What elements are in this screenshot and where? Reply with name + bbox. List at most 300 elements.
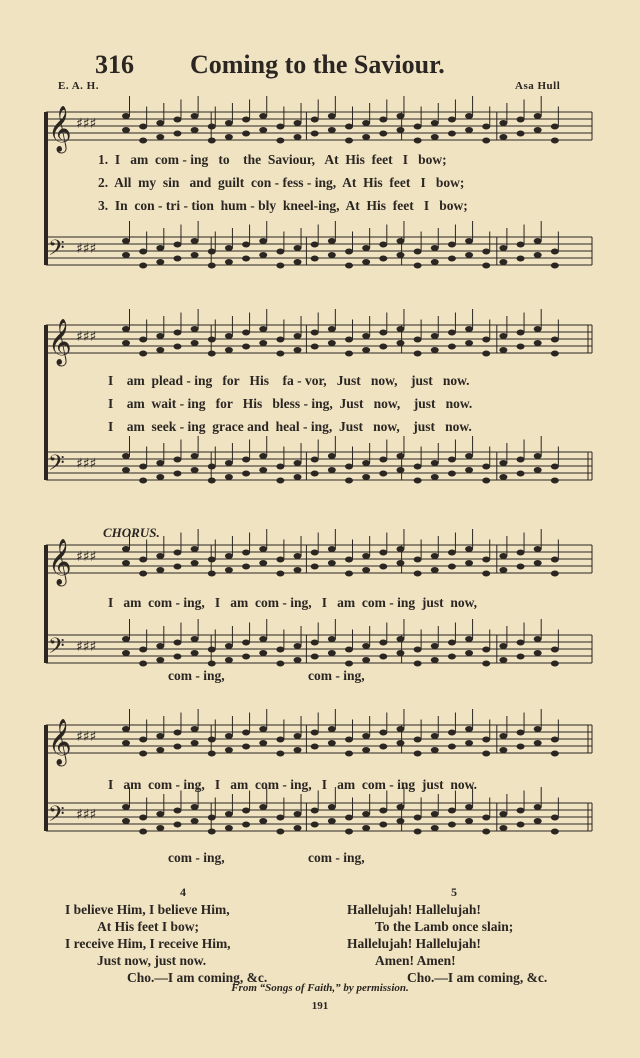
verse-5-block (347, 884, 587, 986)
note-head (448, 730, 456, 736)
note-head (482, 571, 490, 577)
note-head (225, 657, 233, 663)
note-head (173, 564, 181, 570)
note-head (225, 259, 233, 265)
note-head (414, 263, 422, 269)
note-head (414, 571, 422, 577)
note-head (191, 560, 199, 566)
note-head (499, 811, 507, 817)
note-head (465, 113, 473, 119)
note-head (276, 263, 284, 269)
note-head (328, 238, 336, 244)
note-head (396, 326, 404, 332)
note-head (414, 124, 422, 130)
note-head (482, 124, 490, 130)
note-head (139, 124, 147, 130)
note-head (208, 571, 216, 577)
note-head (482, 737, 490, 743)
note-head (379, 131, 387, 137)
note-head (173, 550, 181, 556)
note-head (448, 550, 456, 556)
note-head (499, 567, 507, 573)
note-head (482, 464, 490, 470)
note-head (448, 808, 456, 814)
note-head (139, 571, 147, 577)
note-head (465, 560, 473, 566)
note-head (242, 654, 250, 660)
note-head (465, 804, 473, 810)
note-head (517, 654, 525, 660)
note-head (122, 546, 130, 552)
note-head (259, 326, 267, 332)
note-head (482, 138, 490, 144)
note-head (345, 661, 353, 667)
note-head (465, 467, 473, 473)
note-head (276, 124, 284, 130)
note-head (294, 474, 302, 480)
note-head (156, 553, 164, 559)
note-head (191, 127, 199, 133)
note-head (534, 252, 542, 258)
note-head (431, 120, 439, 126)
note-head (173, 640, 181, 646)
note-head (208, 337, 216, 343)
treble-clef-icon: 𝄞 (48, 106, 72, 152)
note-head (173, 808, 181, 814)
note-head (414, 829, 422, 835)
note-head (396, 818, 404, 824)
note-head (328, 326, 336, 332)
note-head (517, 457, 525, 463)
note-head (173, 256, 181, 262)
note-head (551, 249, 559, 255)
note-head (259, 560, 267, 566)
note-head (242, 808, 250, 814)
note-head (345, 571, 353, 577)
note-head (465, 740, 473, 746)
chorus-end-bass-lyric-2: com - ing, (308, 850, 365, 865)
note-head (122, 636, 130, 642)
note-head (551, 351, 559, 357)
note-head (534, 467, 542, 473)
note-head (156, 825, 164, 831)
key-signature-icon: ♯♯♯ (76, 729, 97, 745)
note-head (482, 661, 490, 667)
note-head (551, 464, 559, 470)
note-head (482, 829, 490, 835)
note-head (191, 113, 199, 119)
note-head (396, 467, 404, 473)
treble-clef-icon: 𝄞 (48, 319, 72, 365)
note-head (191, 650, 199, 656)
note-head (208, 751, 216, 757)
key-signature-icon: ♯♯♯ (76, 456, 97, 472)
note-head (517, 744, 525, 750)
note-head (311, 471, 319, 477)
note-head (328, 340, 336, 346)
note-head (294, 460, 302, 466)
note-head (379, 654, 387, 660)
note-head (139, 815, 147, 821)
note-head (294, 120, 302, 126)
note-head (448, 242, 456, 248)
note-head (294, 347, 302, 353)
note-head (294, 259, 302, 265)
note-head (173, 117, 181, 123)
chorus-end-lyric: I am com - ing, I am com - ing, I am com - ing just now. (108, 777, 477, 792)
note-head (139, 138, 147, 144)
note-head (122, 326, 130, 332)
note-head (328, 467, 336, 473)
note-head (259, 453, 267, 459)
note-head (379, 457, 387, 463)
note-head (139, 647, 147, 653)
note-head (208, 829, 216, 835)
note-head (225, 747, 233, 753)
note-head (139, 751, 147, 757)
note-head (276, 815, 284, 821)
note-head (173, 242, 181, 248)
note-head (208, 478, 216, 484)
note-head (482, 751, 490, 757)
note-head (294, 657, 302, 663)
note-head (448, 330, 456, 336)
key-signature-icon: ♯♯♯ (76, 807, 97, 823)
note-head (448, 564, 456, 570)
note-head (156, 347, 164, 353)
note-head (534, 740, 542, 746)
note-head (345, 124, 353, 130)
note-head (379, 344, 387, 350)
note-head (276, 661, 284, 667)
note-head (362, 134, 370, 140)
note-head (156, 259, 164, 265)
note-head (122, 127, 130, 133)
note-head (414, 737, 422, 743)
note-head (156, 134, 164, 140)
note-head (156, 333, 164, 339)
note-head (328, 636, 336, 642)
note-head (551, 337, 559, 343)
note-head (225, 460, 233, 466)
note-head (396, 726, 404, 732)
note-head (499, 474, 507, 480)
note-head (517, 471, 525, 477)
note-head (482, 557, 490, 563)
note-head (122, 238, 130, 244)
note-head (328, 546, 336, 552)
note-head (328, 127, 336, 133)
note-head (448, 344, 456, 350)
note-head (139, 249, 147, 255)
verse-4-line-1: I believe Him, I believe Him, (65, 902, 230, 917)
note-head (242, 457, 250, 463)
note-head (499, 460, 507, 466)
note-head (362, 120, 370, 126)
note-head (482, 351, 490, 357)
note-head (517, 131, 525, 137)
note-head (431, 567, 439, 573)
note-head (225, 825, 233, 831)
note-head (276, 647, 284, 653)
note-head (396, 238, 404, 244)
note-head (465, 326, 473, 332)
note-head (259, 726, 267, 732)
note-head (294, 333, 302, 339)
note-head (379, 744, 387, 750)
note-head (242, 344, 250, 350)
note-head (242, 242, 250, 248)
note-head (191, 467, 199, 473)
note-head (156, 460, 164, 466)
chorus-lyric: I am com - ing, I am com - ing, I am com - ing just now, (108, 595, 477, 610)
note-head (396, 636, 404, 642)
note-head (499, 657, 507, 663)
note-head (328, 252, 336, 258)
note-head (173, 131, 181, 137)
note-head (379, 330, 387, 336)
note-head (448, 640, 456, 646)
treble-clef-icon: 𝄞 (48, 539, 72, 585)
note-head (396, 560, 404, 566)
note-head (345, 737, 353, 743)
note-head (242, 564, 250, 570)
note-head (294, 733, 302, 739)
note-head (156, 811, 164, 817)
note-head (173, 471, 181, 477)
note-head (294, 134, 302, 140)
chorus-bass-lyric-1: com - ing, (168, 668, 225, 683)
note-head (448, 256, 456, 262)
note-head (191, 740, 199, 746)
note-head (362, 460, 370, 466)
note-head (534, 546, 542, 552)
note-head (431, 811, 439, 817)
note-head (517, 256, 525, 262)
note-head (311, 640, 319, 646)
note-head (482, 249, 490, 255)
note-head (551, 751, 559, 757)
verse-2-lyric: 2. All my sin and guilt con - fess - ing, At His feet I bow; (98, 175, 465, 190)
note-head (345, 337, 353, 343)
note-head (311, 550, 319, 556)
note-head (156, 567, 164, 573)
note-head (431, 259, 439, 265)
note-head (534, 726, 542, 732)
note-head (311, 822, 319, 828)
note-head (431, 825, 439, 831)
note-head (551, 571, 559, 577)
note-head (499, 134, 507, 140)
note-head (431, 460, 439, 466)
note-head (345, 557, 353, 563)
music-composer: Asa Hull (515, 80, 561, 92)
note-head (345, 351, 353, 357)
note-head (465, 252, 473, 258)
note-head (259, 127, 267, 133)
note-head (517, 242, 525, 248)
note-head (345, 815, 353, 821)
note-head (396, 340, 404, 346)
note-head (328, 804, 336, 810)
note-head (379, 256, 387, 262)
note-head (534, 340, 542, 346)
note-head (396, 252, 404, 258)
note-head (534, 238, 542, 244)
note-head (294, 825, 302, 831)
bass-clef-icon: 𝄢 (48, 451, 65, 481)
note-head (259, 340, 267, 346)
chorus-end-bass-lyric-1: com - ing, (168, 850, 225, 865)
note-head (448, 822, 456, 828)
note-head (311, 242, 319, 248)
key-signature-icon: ♯♯♯ (76, 329, 97, 345)
note-head (482, 815, 490, 821)
note-head (414, 138, 422, 144)
permission-note: From “Songs of Faith,” by permission. (231, 982, 409, 994)
note-head (139, 464, 147, 470)
note-head (208, 647, 216, 653)
note-head (259, 650, 267, 656)
note-head (191, 636, 199, 642)
note-head (208, 124, 216, 130)
note-head (139, 737, 147, 743)
note-head (122, 453, 130, 459)
note-head (534, 804, 542, 810)
note-head (294, 811, 302, 817)
note-head (551, 647, 559, 653)
note-head (173, 330, 181, 336)
note-head (362, 567, 370, 573)
note-head (208, 249, 216, 255)
note-head (191, 453, 199, 459)
note-head (517, 564, 525, 570)
note-head (242, 256, 250, 262)
note-head (156, 120, 164, 126)
note-head (465, 546, 473, 552)
treble-clef-icon: 𝄞 (48, 719, 72, 765)
note-head (345, 263, 353, 269)
note-head (294, 245, 302, 251)
note-head (534, 560, 542, 566)
refrain-line-1: I am plead - ing for His fa - vor, Just now, just now. (108, 373, 470, 388)
note-head (414, 464, 422, 470)
note-head (122, 560, 130, 566)
note-head (431, 347, 439, 353)
note-head (259, 252, 267, 258)
note-head (242, 640, 250, 646)
verse-5-chorus-ref: Cho.—I am coming, &c. (407, 970, 548, 985)
note-head (362, 657, 370, 663)
note-head (311, 730, 319, 736)
note-head (431, 134, 439, 140)
note-head (517, 822, 525, 828)
note-head (379, 564, 387, 570)
verse-4-chorus-ref: Cho.—I am coming, &c. (127, 970, 268, 985)
note-head (208, 464, 216, 470)
note-head (551, 263, 559, 269)
note-head (414, 478, 422, 484)
note-head (465, 818, 473, 824)
note-head (414, 815, 422, 821)
note-head (242, 471, 250, 477)
note-head (499, 120, 507, 126)
note-head (242, 550, 250, 556)
key-signature-icon: ♯♯♯ (76, 549, 97, 565)
verse-4-line-3: I receive Him, I receive Him, (65, 936, 231, 951)
note-head (517, 330, 525, 336)
note-head (276, 337, 284, 343)
note-head (191, 804, 199, 810)
note-head (122, 340, 130, 346)
chorus-label: CHORUS. (103, 525, 160, 540)
note-head (259, 818, 267, 824)
note-head (328, 726, 336, 732)
note-head (362, 474, 370, 480)
note-head (276, 478, 284, 484)
note-head (191, 326, 199, 332)
note-head (431, 474, 439, 480)
note-head (208, 263, 216, 269)
note-head (345, 829, 353, 835)
note-head (259, 546, 267, 552)
note-head (499, 553, 507, 559)
note-head (173, 344, 181, 350)
note-head (122, 650, 130, 656)
note-head (242, 730, 250, 736)
note-head (517, 550, 525, 556)
bass-clef-icon: 𝄢 (48, 802, 65, 832)
verse-5-number: 5 (451, 885, 457, 899)
note-head (414, 351, 422, 357)
note-head (122, 467, 130, 473)
verse-1-lyric: 1. I am com - ing to the Saviour, At His feet I bow; (98, 152, 447, 167)
note-head (482, 337, 490, 343)
note-head (379, 550, 387, 556)
verse-5-line-3: Hallelujah! Hallelujah! (347, 936, 481, 951)
note-head (311, 344, 319, 350)
note-head (448, 117, 456, 123)
note-head (173, 457, 181, 463)
note-head (225, 474, 233, 480)
note-head (465, 127, 473, 133)
note-head (139, 478, 147, 484)
note-head (156, 657, 164, 663)
note-head (191, 238, 199, 244)
note-head (345, 478, 353, 484)
note-head (362, 733, 370, 739)
note-head (173, 744, 181, 750)
note-head (294, 643, 302, 649)
note-head (396, 740, 404, 746)
note-head (414, 557, 422, 563)
verse-5-line-1: Hallelujah! Hallelujah! (347, 902, 481, 917)
note-head (396, 546, 404, 552)
verse-4-number: 4 (180, 885, 186, 899)
note-head (551, 478, 559, 484)
note-head (362, 825, 370, 831)
note-head (208, 557, 216, 563)
note-head (499, 643, 507, 649)
note-head (242, 822, 250, 828)
note-head (362, 811, 370, 817)
note-head (551, 138, 559, 144)
note-head (448, 471, 456, 477)
note-head (276, 829, 284, 835)
note-head (482, 647, 490, 653)
note-head (311, 117, 319, 123)
verse-4-block (65, 884, 295, 986)
